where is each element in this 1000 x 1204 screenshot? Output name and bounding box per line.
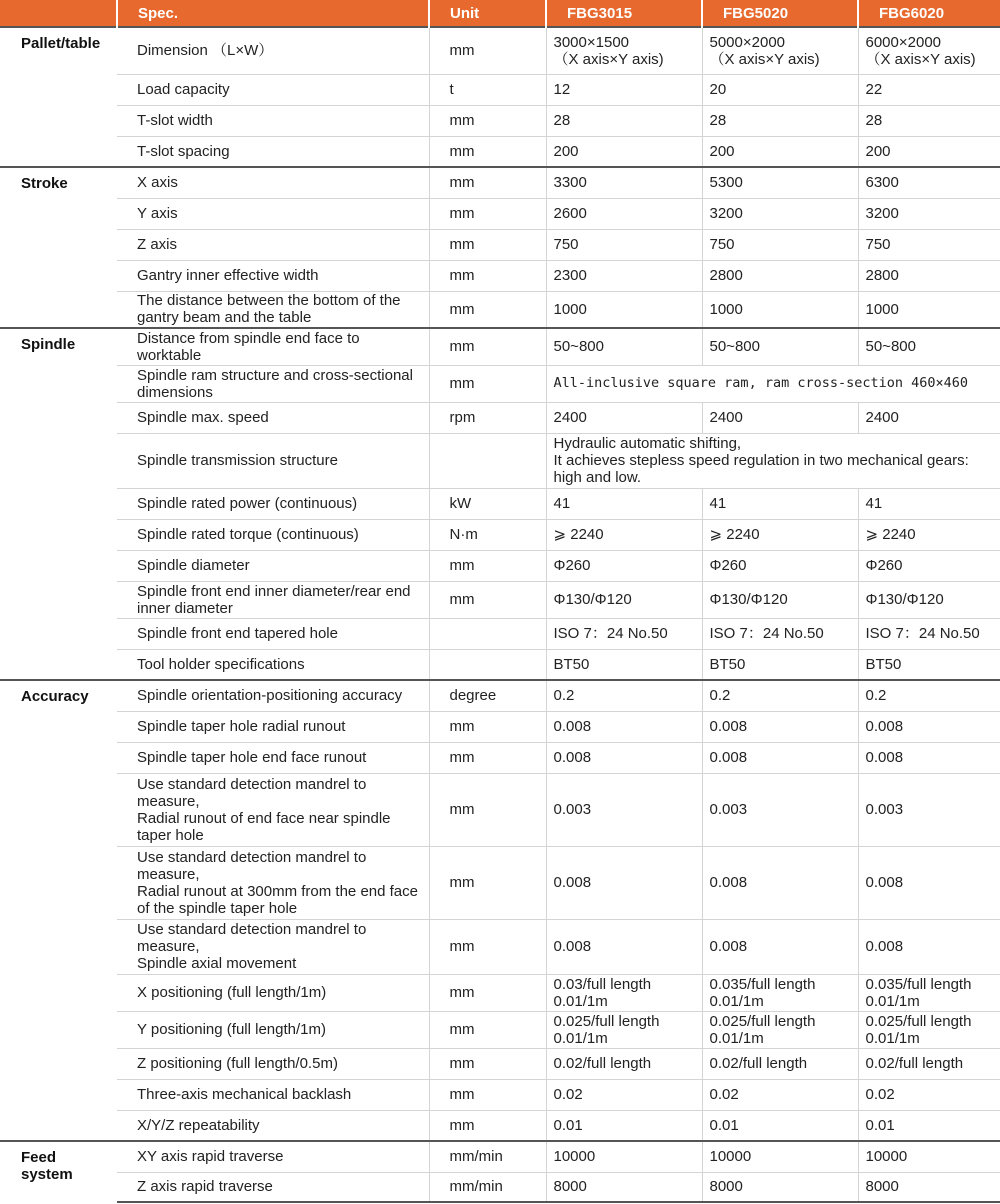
table-row: [0, 402, 1000, 433]
unit-cell: mm: [429, 1110, 546, 1141]
value-cell: 0.035/full length 0.01/1m: [858, 974, 1000, 1011]
value-cell: 0.01: [702, 1110, 858, 1141]
table-row: [0, 846, 1000, 919]
value-cell: 0.2: [702, 680, 858, 711]
value-cell: 0.003: [702, 773, 858, 846]
value-cell: 2400: [702, 402, 858, 433]
value-cell: 0.025/full length 0.01/1m: [858, 1011, 1000, 1048]
spec-label: Y axis: [117, 198, 429, 229]
spec-label: Gantry inner effective width: [117, 260, 429, 291]
unit-cell: mm: [429, 581, 546, 618]
unit-cell: mm: [429, 1011, 546, 1048]
spec-label: Z axis: [117, 229, 429, 260]
table-row: [0, 291, 1000, 328]
spec-label: Use standard detection mandrel to measure, Radial runout at 300mm from the end face of the spindle taper hole: [117, 846, 429, 919]
value-cell: 0.2: [858, 680, 1000, 711]
table-row: [0, 229, 1000, 260]
value-cell: 2600: [546, 198, 702, 229]
value-cell: 750: [858, 229, 1000, 260]
unit-cell: mm: [429, 1079, 546, 1110]
value-cell: 6000×2000 （X axis×Y axis): [858, 27, 1000, 74]
table-row: [0, 198, 1000, 229]
spec-label: Spindle rated torque (continuous): [117, 519, 429, 550]
value-cell: ISO 7：24 No.50: [546, 618, 702, 649]
unit-cell: mm: [429, 27, 546, 74]
spec-label: Z axis rapid traverse: [117, 1172, 429, 1202]
table-row: [0, 105, 1000, 136]
table-row: [0, 1172, 1000, 1202]
unit-cell: mm/min: [429, 1172, 546, 1202]
header-model-fbg3015: FBG3015: [546, 0, 702, 27]
unit-cell: mm: [429, 260, 546, 291]
group-label: Feed system: [0, 1141, 117, 1202]
value-cell: ⩾ 2240: [546, 519, 702, 550]
table-row: [0, 773, 1000, 846]
value-cell: 2800: [858, 260, 1000, 291]
spec-label: Spindle taper hole radial runout: [117, 711, 429, 742]
spec-label: Spindle transmission structure: [117, 433, 429, 488]
unit-cell: mm: [429, 550, 546, 581]
value-cell: 0.008: [858, 742, 1000, 773]
value-cell: 0.008: [546, 846, 702, 919]
table-row: [0, 1079, 1000, 1110]
unit-cell: mm: [429, 1048, 546, 1079]
table-row: [0, 974, 1000, 1011]
value-cell: Φ260: [858, 550, 1000, 581]
table-row: [0, 1110, 1000, 1141]
value-cell: 20: [702, 74, 858, 105]
value-cell: ISO 7：24 No.50: [858, 618, 1000, 649]
value-cell: 10000: [546, 1141, 702, 1172]
value-cell: 0.025/full length 0.01/1m: [702, 1011, 858, 1048]
table-row: [0, 711, 1000, 742]
value-cell: Φ130/Φ120: [702, 581, 858, 618]
spec-label: XY axis rapid traverse: [117, 1141, 429, 1172]
table-row: [0, 260, 1000, 291]
value-cell: 2800: [702, 260, 858, 291]
table-row: [0, 328, 1000, 365]
value-cell: 10000: [858, 1141, 1000, 1172]
header-model-fbg5020: FBG5020: [702, 0, 858, 27]
spec-label: X/Y/Z repeatability: [117, 1110, 429, 1141]
value-cell: ISO 7：24 No.50: [702, 618, 858, 649]
spec-label: Spindle taper hole end face runout: [117, 742, 429, 773]
value-cell: 1000: [702, 291, 858, 328]
value-cell: 50~800: [858, 328, 1000, 365]
unit-cell: mm: [429, 846, 546, 919]
unit-cell: degree: [429, 680, 546, 711]
unit-cell: mm/min: [429, 1141, 546, 1172]
value-cell: BT50: [546, 649, 702, 680]
value-cell: 0.01: [546, 1110, 702, 1141]
value-cell: 0.008: [702, 846, 858, 919]
unit-cell: mm: [429, 974, 546, 1011]
value-cell: Φ130/Φ120: [858, 581, 1000, 618]
value-cell: 0.008: [546, 742, 702, 773]
unit-cell: mm: [429, 291, 546, 328]
header-unit: Unit: [429, 0, 546, 27]
spec-label: T-slot spacing: [117, 136, 429, 167]
table-row: [0, 488, 1000, 519]
spec-label: Dimension （L×W）: [117, 27, 429, 74]
table-row: [0, 365, 1000, 402]
value-cell: 3200: [858, 198, 1000, 229]
value-cell: BT50: [702, 649, 858, 680]
unit-cell: [429, 618, 546, 649]
value-cell: 0.02/full length: [546, 1048, 702, 1079]
value-cell: 0.01: [858, 1110, 1000, 1141]
value-cell: 0.02/full length: [858, 1048, 1000, 1079]
group-label: Pallet/table: [0, 27, 117, 167]
value-cell: 6300: [858, 167, 1000, 198]
spec-label: X axis: [117, 167, 429, 198]
value-cell: 3300: [546, 167, 702, 198]
header-spec: Spec.: [117, 0, 429, 27]
value-cell: 0.2: [546, 680, 702, 711]
table-row: [0, 27, 1000, 74]
value-cell: 0.008: [702, 711, 858, 742]
unit-cell: N·m: [429, 519, 546, 550]
value-cell: 41: [702, 488, 858, 519]
spec-label: Use standard detection mandrel to measure, Radial runout of end face near spindle taper hole: [117, 773, 429, 846]
value-cell: Φ260: [546, 550, 702, 581]
header-group-cell: [0, 0, 117, 27]
table-row: [0, 649, 1000, 680]
value-cell: 0.008: [702, 742, 858, 773]
unit-cell: mm: [429, 136, 546, 167]
value-cell: 12: [546, 74, 702, 105]
unit-cell: [429, 433, 546, 488]
value-cell: 8000: [858, 1172, 1000, 1202]
value-cell: 28: [546, 105, 702, 136]
value-cell: 8000: [546, 1172, 702, 1202]
table-row: [0, 519, 1000, 550]
table-row: [0, 1011, 1000, 1048]
value-cell: 41: [546, 488, 702, 519]
value-cell: 0.008: [858, 919, 1000, 974]
value-cell: 0.025/full length 0.01/1m: [546, 1011, 702, 1048]
group-label: Spindle: [0, 328, 117, 680]
spec-label: Use standard detection mandrel to measure, Spindle axial movement: [117, 919, 429, 974]
group-label: Stroke: [0, 167, 117, 328]
value-cell: 0.02/full length: [702, 1048, 858, 1079]
unit-cell: mm: [429, 105, 546, 136]
value-cell: 0.008: [546, 919, 702, 974]
unit-cell: mm: [429, 773, 546, 846]
unit-cell: [429, 649, 546, 680]
unit-cell: kW: [429, 488, 546, 519]
table-row: [0, 742, 1000, 773]
spec-label: The distance between the bottom of the gantry beam and the table: [117, 291, 429, 328]
spec-label: Spindle max. speed: [117, 402, 429, 433]
unit-cell: mm: [429, 229, 546, 260]
value-cell: 0.02: [702, 1079, 858, 1110]
value-cell: 5300: [702, 167, 858, 198]
spec-label: Tool holder specifications: [117, 649, 429, 680]
value-cell: 1000: [546, 291, 702, 328]
spec-label: Z positioning (full length/0.5m): [117, 1048, 429, 1079]
table-row: [0, 581, 1000, 618]
table-row: [0, 433, 1000, 488]
value-cell: 10000: [702, 1141, 858, 1172]
table-row: [0, 136, 1000, 167]
value-cell: BT50: [858, 649, 1000, 680]
table-row: [0, 1048, 1000, 1079]
value-cell: 750: [546, 229, 702, 260]
value-cell: 200: [546, 136, 702, 167]
spec-label: Spindle diameter: [117, 550, 429, 581]
spec-label: X positioning (full length/1m): [117, 974, 429, 1011]
value-cell: 28: [858, 105, 1000, 136]
value-cell: 22: [858, 74, 1000, 105]
value-cell: 2400: [546, 402, 702, 433]
table-row: [0, 618, 1000, 649]
unit-cell: mm: [429, 742, 546, 773]
value-cell: 0.02: [858, 1079, 1000, 1110]
unit-cell: mm: [429, 167, 546, 198]
table-row: [0, 1141, 1000, 1172]
unit-cell: mm: [429, 711, 546, 742]
table-row: [0, 167, 1000, 198]
spec-label: Spindle rated power (continuous): [117, 488, 429, 519]
value-cell: 2300: [546, 260, 702, 291]
value-cell: 0.008: [546, 711, 702, 742]
value-cell: 0.008: [858, 711, 1000, 742]
table-header: [0, 0, 1000, 27]
value-cell: 0.02: [546, 1079, 702, 1110]
value-cell: 0.03/full length 0.01/1m: [546, 974, 702, 1011]
group-label: Accuracy: [0, 680, 117, 1141]
value-cell: 3000×1500 （X axis×Y axis): [546, 27, 702, 74]
value-cell: 200: [858, 136, 1000, 167]
table-row: [0, 919, 1000, 974]
unit-cell: mm: [429, 328, 546, 365]
merged-value-cell: All-inclusive square ram, ram cross-section 460×460: [546, 365, 1000, 402]
spec-label: Distance from spindle end face to worktable: [117, 328, 429, 365]
value-cell: 0.008: [858, 846, 1000, 919]
value-cell: 0.003: [546, 773, 702, 846]
value-cell: ⩾ 2240: [702, 519, 858, 550]
value-cell: 50~800: [702, 328, 858, 365]
spec-label: Spindle front end tapered hole: [117, 618, 429, 649]
table-row: [0, 550, 1000, 581]
spec-label: Y positioning (full length/1m): [117, 1011, 429, 1048]
value-cell: 28: [702, 105, 858, 136]
value-cell: 750: [702, 229, 858, 260]
unit-cell: t: [429, 74, 546, 105]
spec-label: Spindle orientation-positioning accuracy: [117, 680, 429, 711]
unit-cell: mm: [429, 365, 546, 402]
table-body: [0, 27, 1000, 1202]
value-cell: 1000: [858, 291, 1000, 328]
value-cell: 0.003: [858, 773, 1000, 846]
value-cell: 0.008: [702, 919, 858, 974]
spec-label: Spindle ram structure and cross-sectional dimensions: [117, 365, 429, 402]
value-cell: ⩾ 2240: [858, 519, 1000, 550]
unit-cell: mm: [429, 919, 546, 974]
table-row: [0, 680, 1000, 711]
value-cell: Φ130/Φ120: [546, 581, 702, 618]
value-cell: 3200: [702, 198, 858, 229]
spec-label: Load capacity: [117, 74, 429, 105]
value-cell: 2400: [858, 402, 1000, 433]
header-model-fbg6020: FBG6020: [858, 0, 1000, 27]
value-cell: 0.035/full length 0.01/1m: [702, 974, 858, 1011]
value-cell: 8000: [702, 1172, 858, 1202]
unit-cell: rpm: [429, 402, 546, 433]
unit-cell: mm: [429, 198, 546, 229]
merged-value-cell: Hydraulic automatic shifting, It achieves stepless speed regulation in two mechanical gears: high and low.: [546, 433, 1000, 488]
value-cell: 200: [702, 136, 858, 167]
spec-label: T-slot width: [117, 105, 429, 136]
spec-label: Spindle front end inner diameter/rear end inner diameter: [117, 581, 429, 618]
value-cell: 41: [858, 488, 1000, 519]
value-cell: Φ260: [702, 550, 858, 581]
value-cell: 5000×2000 （X axis×Y axis): [702, 27, 858, 74]
spec-label: Three-axis mechanical backlash: [117, 1079, 429, 1110]
table-row: [0, 74, 1000, 105]
value-cell: 50~800: [546, 328, 702, 365]
